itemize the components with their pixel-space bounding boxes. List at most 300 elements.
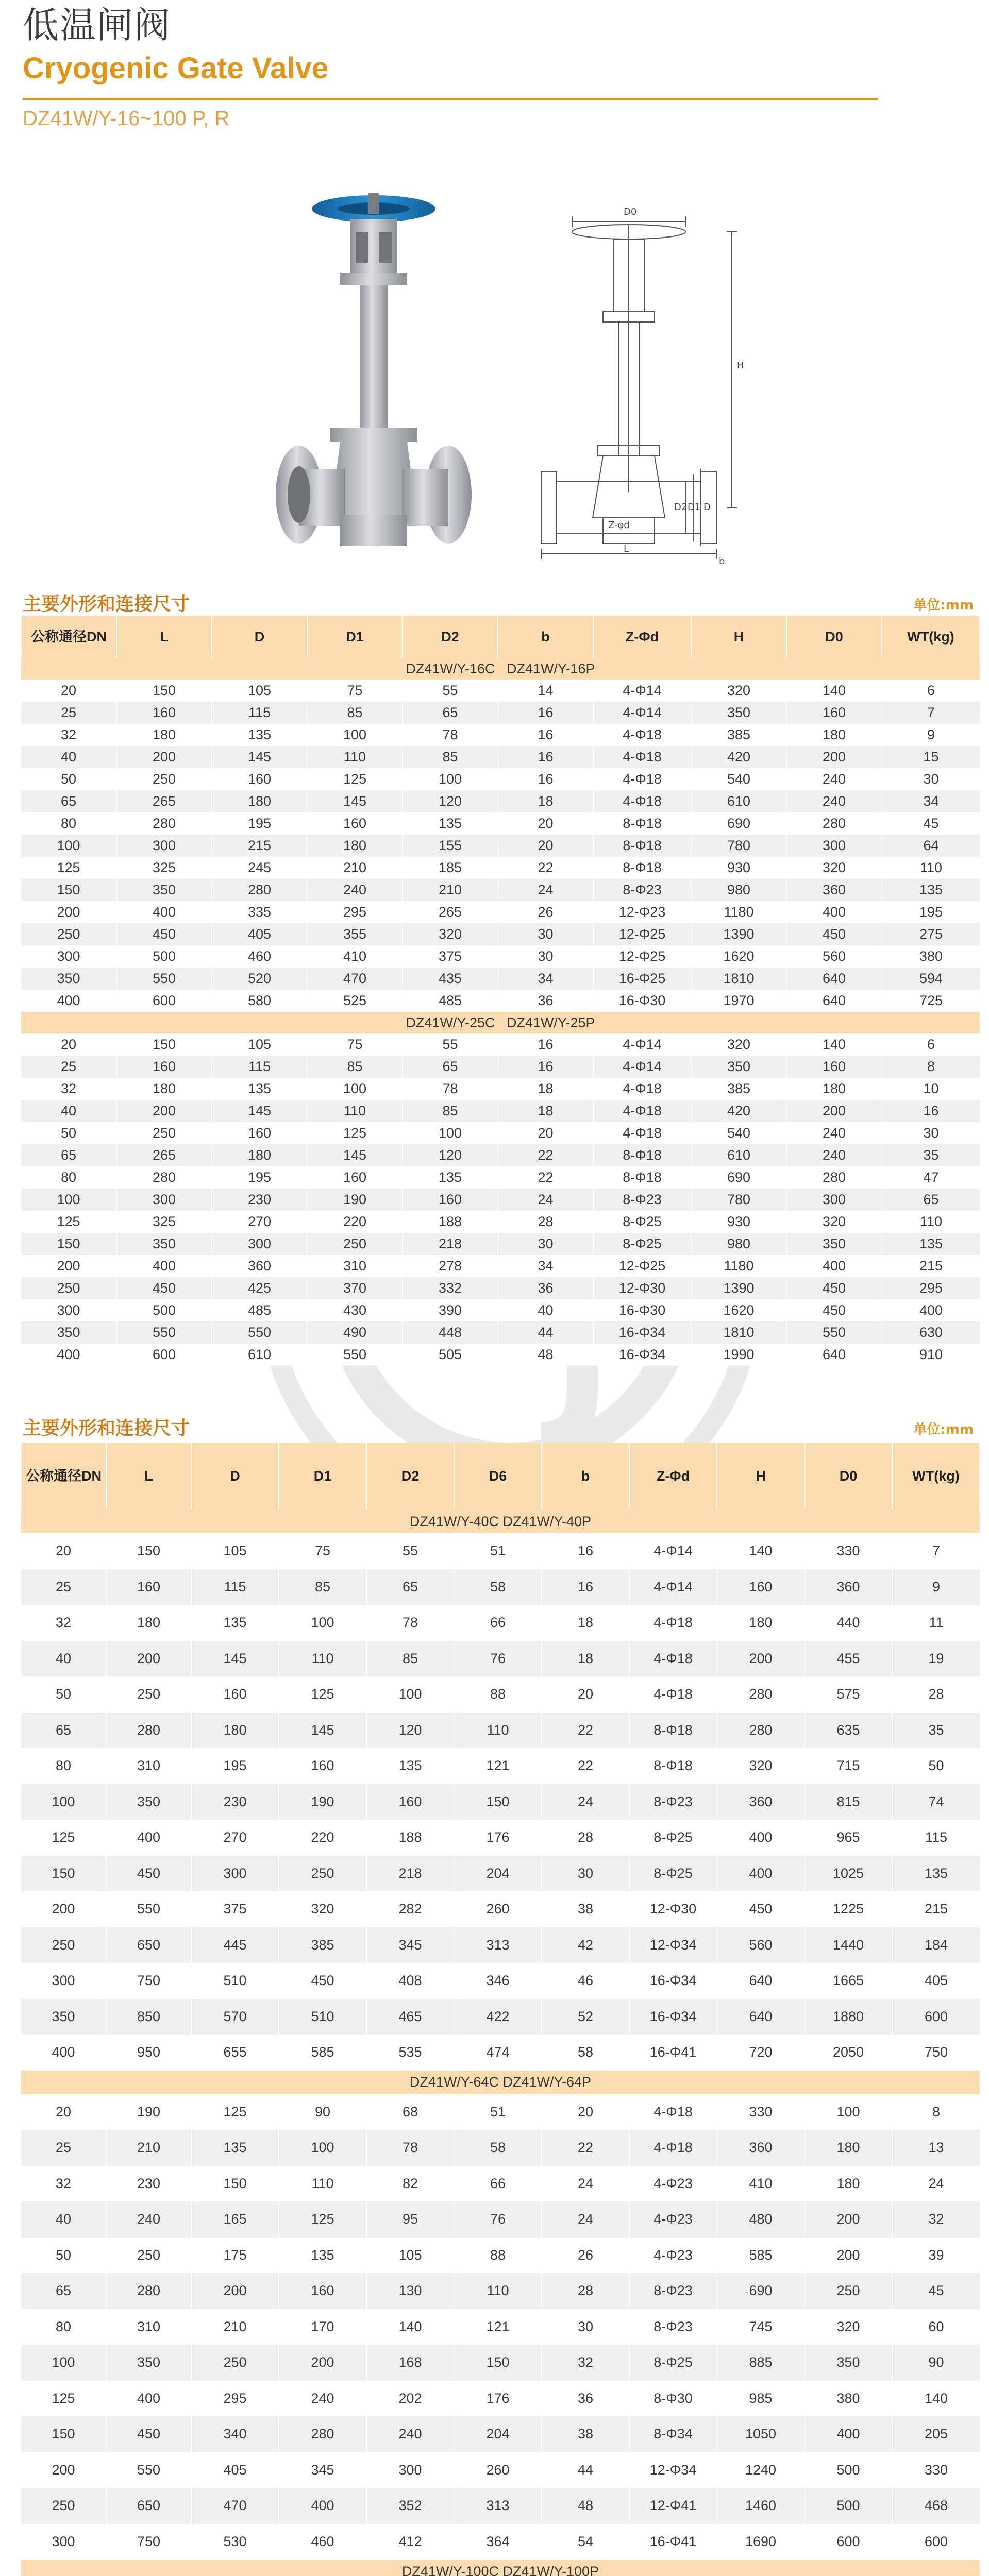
column-header: D0: [804, 1443, 892, 1510]
table-cell: 160: [212, 1122, 307, 1144]
title-chinese: 低温闸阀: [23, 4, 171, 46]
table-cell: 12-Φ23: [593, 901, 691, 923]
title-divider: [23, 98, 878, 100]
table-cell: 150: [21, 1856, 106, 1892]
table-cell: 230: [191, 1784, 279, 1820]
table-cell: 350: [116, 879, 212, 901]
table-cell: 8-Φ18: [593, 835, 691, 857]
table-cell: 350: [691, 1056, 786, 1078]
table-cell: 180: [804, 2166, 892, 2202]
table-cell: 750: [106, 2524, 191, 2560]
table-cell: 200: [804, 2201, 892, 2238]
table-cell: 11: [892, 1605, 980, 1641]
table-cell: 270: [191, 1820, 279, 1856]
table-cell: 9: [882, 724, 980, 746]
table-cell: 400: [116, 901, 212, 923]
table-cell: 412: [366, 2524, 454, 2560]
table-cell: 1240: [717, 2452, 804, 2488]
table-cell: 455: [804, 1641, 892, 1677]
table-cell: 640: [717, 1963, 804, 1999]
table-cell: 35: [882, 1144, 980, 1166]
table-cell: 600: [892, 1999, 980, 2035]
table-row: [21, 768, 980, 790]
table-cell: 375: [403, 945, 498, 968]
table-row: [21, 1211, 980, 1233]
table-cell: 405: [191, 2452, 279, 2488]
label-l: L: [624, 544, 629, 554]
table-cell: 550: [106, 2452, 191, 2488]
table-cell: 300: [366, 2452, 454, 2488]
table-cell: 28: [542, 2273, 629, 2309]
table-cell: 600: [892, 2524, 980, 2560]
table-cell: 88: [454, 2238, 542, 2274]
table-cell: 22: [542, 2130, 629, 2166]
table-cell: 135: [191, 1605, 279, 1641]
table-cell: 14: [498, 680, 593, 702]
table-cell: 188: [403, 1211, 498, 1233]
table-cell: 610: [212, 1344, 307, 1366]
table-cell: 105: [212, 680, 307, 702]
table-cell: 16-Φ34: [593, 1344, 691, 1366]
table-row: [21, 1676, 980, 1713]
table-cell: 205: [892, 2416, 980, 2452]
table-cell: 7: [892, 1533, 980, 1569]
table-cell: 550: [116, 1321, 212, 1344]
section2-title: 主要外形和连接尺寸: [23, 1418, 190, 1439]
column-header: WT(kg): [892, 1443, 980, 1510]
table-cell: 16: [498, 1033, 593, 1056]
table-cell: 8-Φ18: [593, 1144, 691, 1166]
table-cell: 450: [106, 1856, 191, 1892]
table-cell: 385: [691, 724, 786, 746]
table-cell: 135: [403, 1166, 498, 1189]
table-cell: 180: [786, 724, 882, 746]
table-cell: 1620: [691, 945, 786, 968]
table-cell: 44: [498, 1321, 593, 1344]
label-d0: D0: [624, 207, 637, 217]
table-cell: 100: [279, 2130, 366, 2166]
table-cell: 330: [892, 2452, 980, 2488]
table-cell: 36: [498, 1277, 593, 1299]
table-cell: 140: [366, 2309, 454, 2345]
table-cell: 405: [212, 923, 307, 945]
table-row: [21, 1891, 980, 1927]
table-cell: 95: [366, 2201, 454, 2238]
table-row: [21, 1605, 980, 1641]
table-cell: 600: [116, 1344, 212, 1366]
table-cell: 65: [21, 790, 116, 812]
table-cell: 40: [21, 2201, 106, 2238]
table-cell: 1025: [804, 1856, 892, 1892]
table-cell: 8-Φ25: [593, 1211, 691, 1233]
table-cell: 930: [691, 1211, 786, 1233]
table-cell: 4-Φ14: [629, 1569, 717, 1605]
table-cell: 450: [116, 923, 212, 945]
table-cell: 30: [882, 768, 980, 790]
table-cell: 390: [403, 1299, 498, 1321]
table-cell: 240: [366, 2416, 454, 2452]
table-cell: 4-Φ18: [593, 1100, 691, 1122]
table-cell: 22: [498, 1144, 593, 1166]
table-cell: 40: [21, 1641, 106, 1677]
table-cell: 610: [691, 790, 786, 812]
table-cell: 240: [106, 2201, 191, 2238]
table-cell: 630: [882, 1321, 980, 1344]
table-cell: 32: [892, 2201, 980, 2238]
table-cell: 175: [191, 2238, 279, 2274]
table-row: [21, 812, 980, 835]
table-cell: 165: [191, 2201, 279, 2238]
table-cell: 13: [892, 2130, 980, 2166]
table-row: [21, 2381, 980, 2417]
table-cell: 510: [191, 1963, 279, 1999]
table-cell: 1665: [804, 1963, 892, 1999]
table-cell: 150: [106, 1533, 191, 1569]
table-cell: 16: [542, 1569, 629, 1605]
table-cell: 250: [21, 1927, 106, 1963]
table-cell: 105: [366, 2238, 454, 2274]
table-cell: 480: [717, 2201, 804, 2238]
table-cell: 364: [454, 2524, 542, 2560]
table-cell: 160: [717, 1569, 804, 1605]
table-cell: 150: [116, 680, 212, 702]
table-cell: 1990: [691, 1344, 786, 1366]
table-row: [21, 1748, 980, 1784]
table-cell: 16: [498, 768, 593, 790]
table-row: [21, 2524, 980, 2560]
table-cell: 350: [691, 702, 786, 724]
table-cell: 200: [21, 901, 116, 923]
table-cell: 44: [542, 2452, 629, 2488]
table-cell: 160: [786, 702, 882, 724]
table-cell: 120: [403, 1144, 498, 1166]
table-header-row: [21, 616, 980, 658]
table-cell: 125: [279, 2201, 366, 2238]
table-row: [21, 1713, 980, 1749]
table-row: [21, 1927, 980, 1963]
table-cell: 32: [21, 1078, 116, 1100]
table-row: [21, 1963, 980, 1999]
column-header: WT(kg): [882, 616, 980, 658]
table-cell: 80: [21, 812, 116, 835]
table-cell: 240: [786, 1144, 882, 1166]
column-header: D0: [786, 616, 882, 658]
table-cell: 50: [892, 1748, 980, 1784]
table-cell: 300: [786, 835, 882, 857]
table-cell: 313: [454, 1927, 542, 1963]
table-cell: 200: [116, 746, 212, 768]
table-cell: 346: [454, 1963, 542, 1999]
table-cell: 980: [691, 1233, 786, 1255]
table-cell: 12-Φ25: [593, 923, 691, 945]
table-cell: 465: [366, 1999, 454, 2035]
table-cell: 85: [279, 1569, 366, 1605]
table-cell: 45: [892, 2273, 980, 2309]
model-group-label: DZ41W/Y-40C DZ41W/Y-40P: [21, 1510, 980, 1533]
table-cell: 250: [307, 1233, 403, 1255]
table-cell: 400: [804, 2416, 892, 2452]
table-cell: 8-Φ34: [629, 2416, 717, 2452]
table-cell: 65: [21, 1713, 106, 1749]
table-cell: 325: [116, 857, 212, 879]
table-cell: 230: [106, 2166, 191, 2202]
table-cell: 26: [498, 901, 593, 923]
table-cell: 8-Φ23: [629, 2273, 717, 2309]
table-cell: 330: [717, 2094, 804, 2130]
table-row: [21, 1999, 980, 2035]
table-cell: 450: [786, 1277, 882, 1299]
table-cell: 295: [191, 2381, 279, 2417]
table-cell: 9: [892, 1569, 980, 1605]
table-cell: 275: [882, 923, 980, 945]
table-cell: 76: [454, 2201, 542, 2238]
table-cell: 300: [786, 1189, 882, 1211]
table-cell: 250: [116, 768, 212, 790]
table-cell: 1440: [804, 1927, 892, 1963]
table-cell: 320: [804, 2309, 892, 2345]
table-cell: 100: [21, 2345, 106, 2381]
model-group-label: DZ41W/Y-25C DZ41W/Y-25P: [21, 1012, 980, 1033]
table-cell: 145: [307, 1144, 403, 1166]
table-cell: 110: [454, 2273, 542, 2309]
table-header-row: [21, 1443, 980, 1510]
table-cell: 24: [498, 879, 593, 901]
table-row: [21, 1277, 980, 1299]
table-cell: 16: [498, 724, 593, 746]
table-cell: 400: [106, 2381, 191, 2417]
column-header: D: [191, 1443, 279, 1510]
table-cell: 120: [366, 1713, 454, 1749]
table-cell: 22: [542, 1713, 629, 1749]
table-cell: 295: [307, 901, 403, 923]
table-cell: 12-Φ30: [593, 1277, 691, 1299]
table-cell: 280: [279, 2416, 366, 2452]
table-cell: 1460: [717, 2488, 804, 2524]
table-cell: 34: [498, 968, 593, 990]
table-cell: 280: [717, 1713, 804, 1749]
table-cell: 600: [804, 2524, 892, 2560]
table-cell: 55: [366, 1533, 454, 1569]
table-cell: 2050: [804, 2035, 892, 2071]
table-cell: 265: [116, 790, 212, 812]
table-cell: 145: [191, 1641, 279, 1677]
table-cell: 55: [403, 1033, 498, 1056]
table-cell: 1180: [691, 1255, 786, 1277]
table-cell: 350: [21, 968, 116, 990]
table-cell: 150: [21, 2416, 106, 2452]
table-cell: 24: [498, 1189, 593, 1211]
table-cell: 16-Φ25: [593, 968, 691, 990]
table-row: [21, 1641, 980, 1677]
table-cell: 75: [307, 1033, 403, 1056]
table-cell: 16-Φ34: [593, 1321, 691, 1344]
table-cell: 410: [307, 945, 403, 968]
table-row: [21, 923, 980, 945]
table-cell: 440: [804, 1605, 892, 1641]
table-row: [21, 2416, 980, 2452]
table-row: [21, 1122, 980, 1144]
table-cell: 20: [498, 1122, 593, 1144]
table-cell: 210: [307, 857, 403, 879]
table-cell: 66: [454, 1605, 542, 1641]
table-cell: 650: [106, 1927, 191, 1963]
table-cell: 380: [804, 2381, 892, 2417]
table-cell: 12-Φ34: [629, 1927, 717, 1963]
table-cell: 30: [498, 1233, 593, 1255]
table-cell: 360: [786, 879, 882, 901]
table-cell: 100: [307, 1078, 403, 1100]
table-cell: 68: [366, 2094, 454, 2130]
table-cell: 45: [882, 812, 980, 835]
table-row: [21, 1321, 980, 1344]
table-row: [21, 790, 980, 812]
table-cell: 110: [279, 1641, 366, 1677]
table-cell: 250: [21, 1277, 116, 1299]
table-cell: 195: [191, 1748, 279, 1784]
table-cell: 410: [717, 2166, 804, 2202]
table-cell: 110: [882, 857, 980, 879]
table-cell: 100: [403, 768, 498, 790]
table-cell: 535: [366, 2035, 454, 2071]
table-cell: 20: [498, 835, 593, 857]
table-cell: 485: [403, 990, 498, 1012]
table-cell: 1880: [804, 1999, 892, 2035]
table-cell: 160: [191, 1676, 279, 1713]
table-cell: 300: [212, 1233, 307, 1255]
table-cell: 4-Φ23: [629, 2166, 717, 2202]
table-cell: 12-Φ25: [593, 945, 691, 968]
table-cell: 51: [454, 2094, 542, 2130]
table-cell: 170: [279, 2309, 366, 2345]
table-cell: 125: [21, 857, 116, 879]
column-header: D2: [366, 1443, 454, 1510]
table-cell: 4-Φ18: [629, 2094, 717, 2130]
table-cell: 450: [116, 1277, 212, 1299]
table-cell: 435: [403, 968, 498, 990]
table-cell: 750: [892, 2035, 980, 2071]
table-cell: 120: [403, 790, 498, 812]
table-cell: 310: [307, 1255, 403, 1277]
table-cell: 400: [21, 2035, 106, 2071]
table-cell: 250: [106, 2238, 191, 2274]
table-row: [21, 1856, 980, 1892]
table-cell: 540: [691, 1122, 786, 1144]
table-cell: 50: [21, 768, 116, 790]
table-cell: 90: [892, 2345, 980, 2381]
table-cell: 200: [116, 1100, 212, 1122]
table-cell: 980: [691, 879, 786, 901]
table-cell: 300: [21, 1963, 106, 1999]
table-cell: 18: [498, 1100, 593, 1122]
table-row: [21, 1255, 980, 1277]
table-cell: 155: [403, 835, 498, 857]
table-cell: 16-Φ34: [629, 1999, 717, 2035]
table-cell: 1225: [804, 1891, 892, 1927]
table-cell: 150: [454, 2345, 542, 2381]
table-row: [21, 1344, 980, 1366]
table-cell: 180: [116, 1078, 212, 1100]
table-cell: 18: [542, 1641, 629, 1677]
table-cell: 550: [307, 1344, 403, 1366]
table-cell: 64: [882, 835, 980, 857]
table-row: [21, 857, 980, 879]
label-d2: D2: [674, 502, 688, 513]
table-cell: 16-Φ30: [593, 1299, 691, 1321]
column-header: Z-Φd: [629, 1443, 717, 1510]
table-cell: 160: [116, 1056, 212, 1078]
table-cell: 135: [191, 2130, 279, 2166]
table-cell: 8-Φ25: [593, 1233, 691, 1255]
table-cell: 18: [542, 1605, 629, 1641]
table-cell: 204: [454, 2416, 542, 2452]
table-cell: 320: [786, 1211, 882, 1233]
table-cell: 470: [307, 968, 403, 990]
table-cell: 25: [21, 2130, 106, 2166]
table-cell: 65: [403, 702, 498, 724]
table-cell: 195: [212, 1166, 307, 1189]
spec-table-2: [21, 1443, 980, 2576]
table-cell: 20: [498, 812, 593, 835]
table-cell: 125: [307, 768, 403, 790]
table-cell: 200: [786, 1100, 882, 1122]
model-group-row: [21, 658, 980, 680]
table-cell: 280: [786, 812, 882, 835]
table-cell: 22: [498, 1166, 593, 1189]
table-cell: 12-Φ30: [629, 1891, 717, 1927]
section2-unit: 单位:mm: [913, 1422, 974, 1437]
table-cell: 140: [717, 1533, 804, 1569]
table-cell: 350: [804, 2345, 892, 2381]
column-header: L: [106, 1443, 191, 1510]
table-row: [21, 2488, 980, 2524]
table-cell: 310: [106, 2309, 191, 2345]
table-cell: 270: [212, 1211, 307, 1233]
table-cell: 135: [212, 1078, 307, 1100]
table-cell: 100: [804, 2094, 892, 2130]
table-cell: 210: [106, 2130, 191, 2166]
table-cell: 218: [366, 1856, 454, 1892]
table-cell: 470: [191, 2488, 279, 2524]
table-cell: 1690: [717, 2524, 804, 2560]
table-cell: 140: [786, 1033, 882, 1056]
table-row: [21, 1056, 980, 1078]
table-cell: 240: [786, 1122, 882, 1144]
table-cell: 140: [892, 2381, 980, 2417]
label-b: b: [719, 556, 725, 564]
model-group-label: DZ41W/Y-100C DZ41W/Y-100P: [21, 2560, 980, 2576]
table-cell: 575: [804, 1676, 892, 1713]
table-cell: 340: [191, 2416, 279, 2452]
table-cell: 16-Φ41: [629, 2524, 717, 2560]
table-cell: 110: [454, 1713, 542, 1749]
valve-dimension-drawing: [536, 204, 783, 564]
table-cell: 640: [717, 1999, 804, 2035]
table-cell: 6: [882, 1033, 980, 1056]
table-cell: 265: [403, 901, 498, 923]
table-cell: 350: [21, 1321, 116, 1344]
table-row: [21, 990, 980, 1012]
table-cell: 585: [279, 2035, 366, 2071]
table-cell: 260: [454, 2452, 542, 2488]
table-row: [21, 2452, 980, 2488]
table-cell: 265: [116, 1144, 212, 1166]
table-row: [21, 1569, 980, 1605]
table-cell: 65: [403, 1056, 498, 1078]
table-cell: 335: [212, 901, 307, 923]
table-cell: 115: [212, 1056, 307, 1078]
model-group-label: DZ41W/Y-64C DZ41W/Y-64P: [21, 2071, 980, 2094]
table-cell: 52: [542, 1999, 629, 2035]
